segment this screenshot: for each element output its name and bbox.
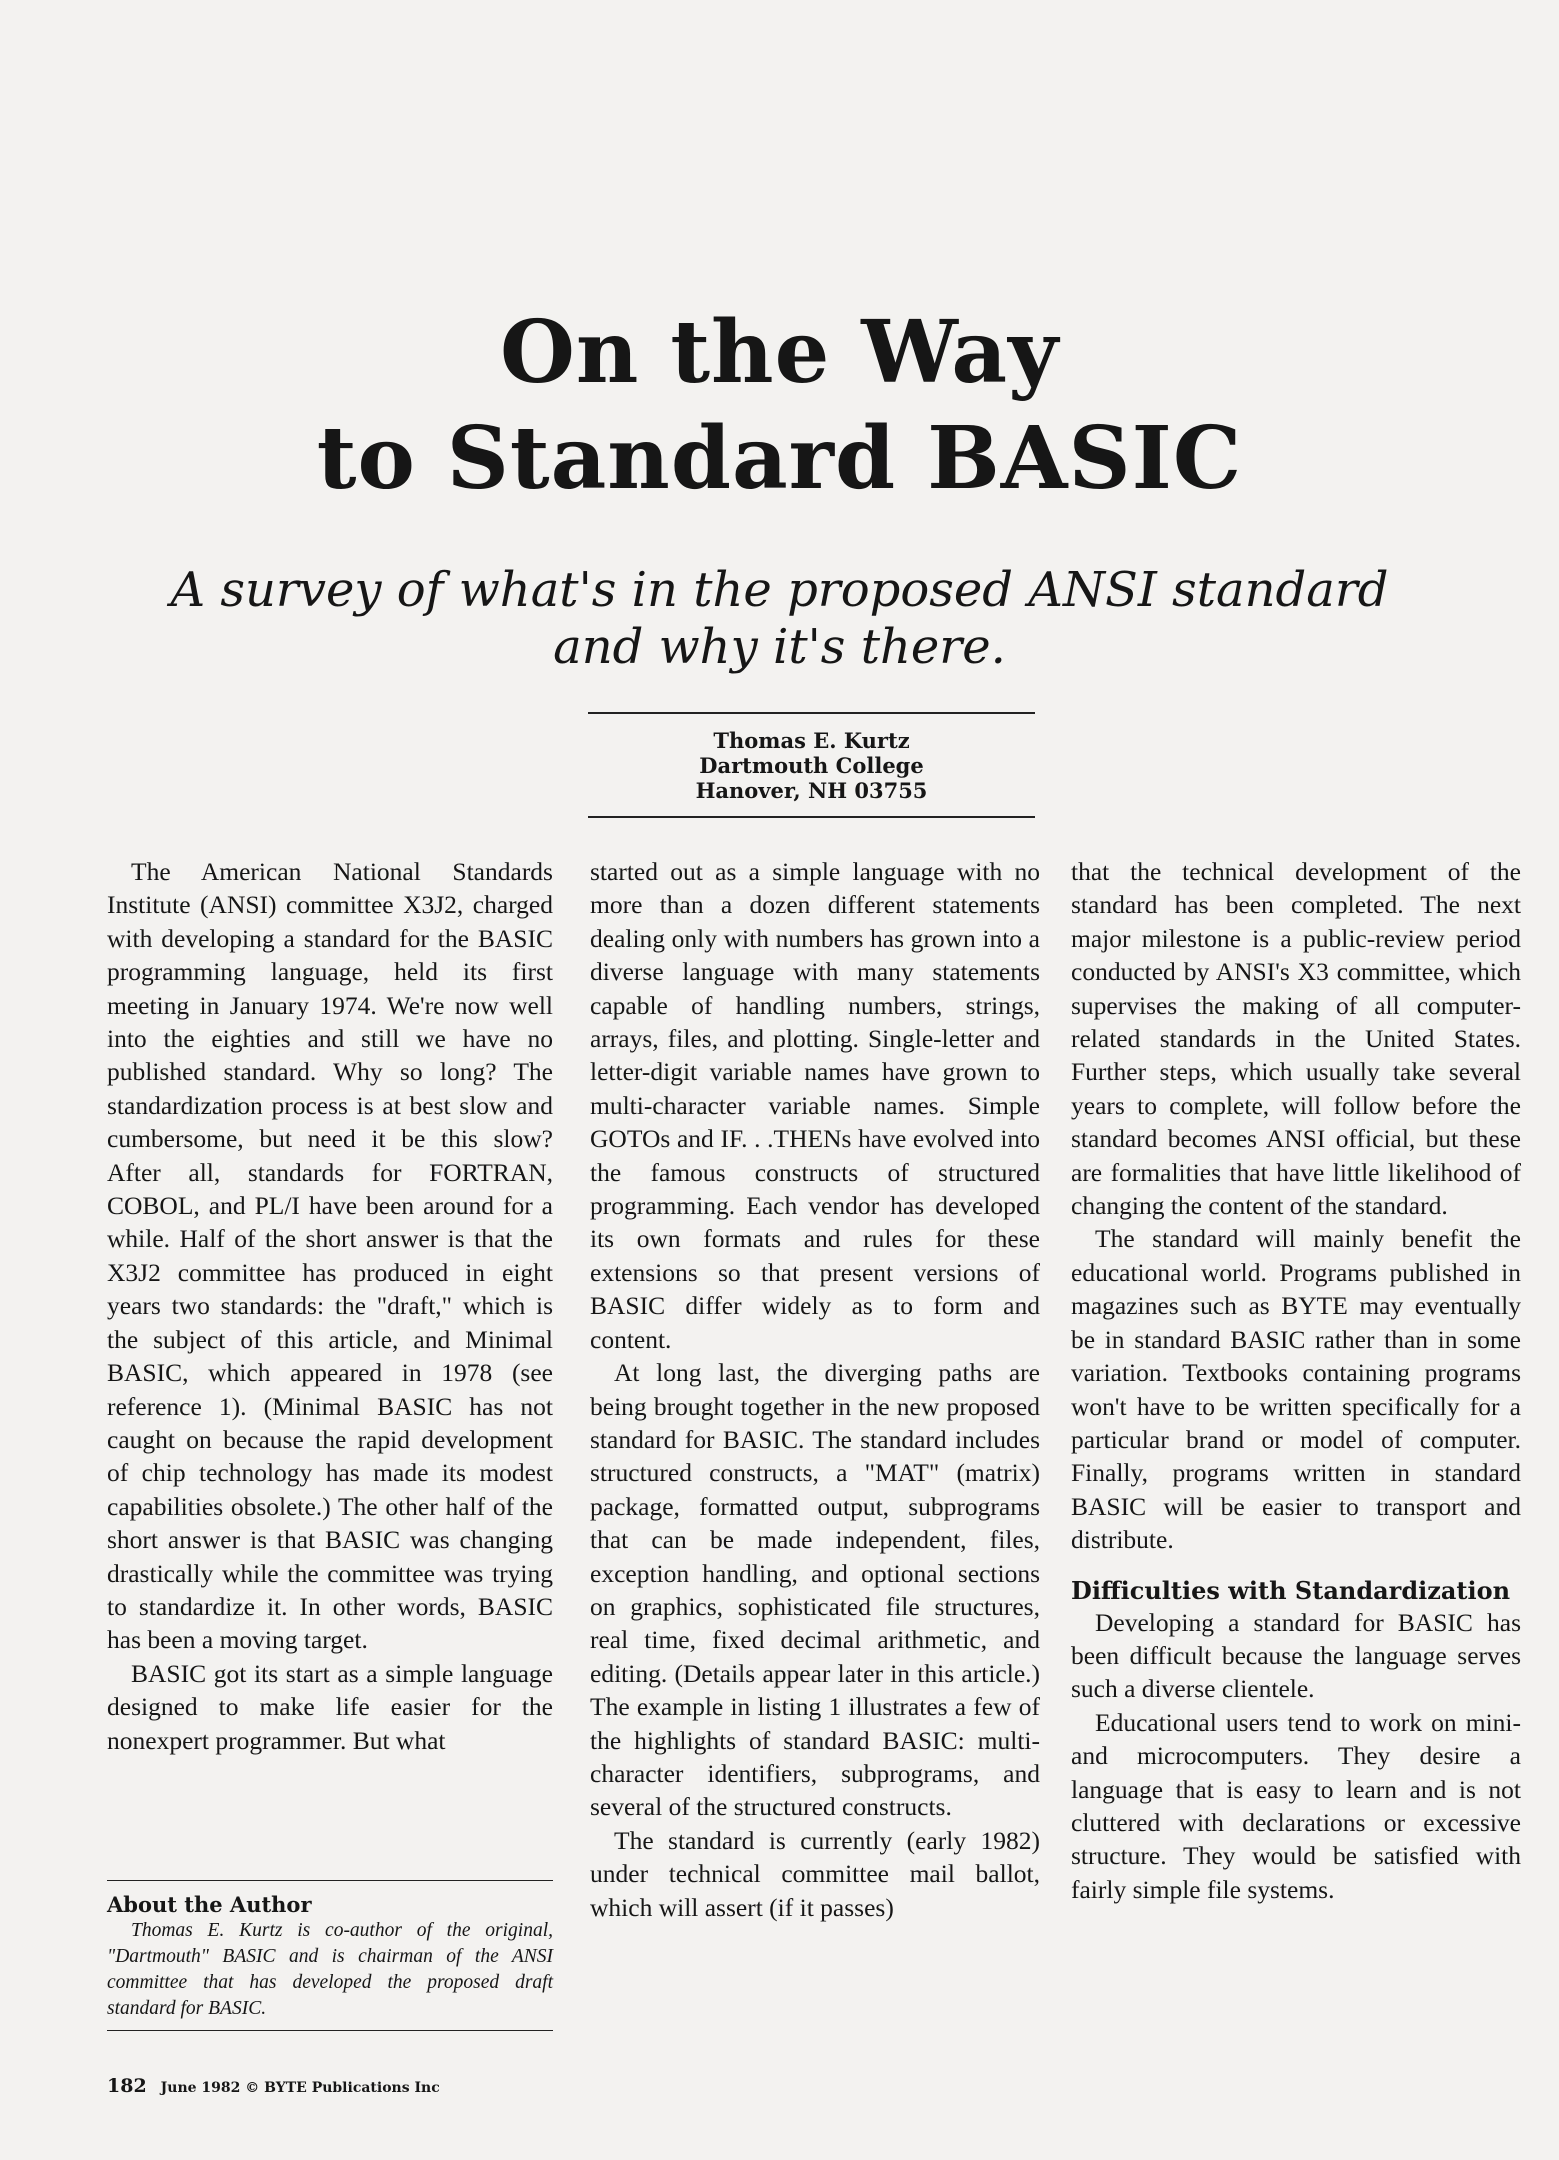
page-number: 182 xyxy=(107,2075,147,2097)
author-name: Thomas E. Kurtz xyxy=(713,728,910,753)
article-title xyxy=(0,300,1559,512)
title-line-1: On the Way xyxy=(499,302,1060,403)
subtitle-line-1: A survey of what's in the proposed ANSI standard xyxy=(170,562,1389,618)
author-byline xyxy=(588,712,1035,818)
paragraph: Developing a standard for BASIC has been difficult because the language serves such a diverse clientele. xyxy=(1071,1607,1521,1704)
paragraph: that the technical development of the standard has been completed. The next major milestone is a public-review period conducted by ANSI's X3 committee, which supervises the making of all computer-related standards in the United States. Further steps, which usually take several years to complete, will follow before the standard becomes ANSI official, but these are formalities that have little likelihood of changing the content of the standard. xyxy=(1071,857,1521,1221)
paragraph: At long last, the diverging paths are being brought together in the new proposed standard for BASIC. The standard includes structured constructs, a "MAT" (matrix) package, formatted output, subprograms that can be made independent, files, exception handling, and optional sections on graphics, sophisticated file structures, real time, fixed decimal arithmetic, and editing. (Details appear later in this article.) The example in listing 1 illustrates a few of the highlights of standard BASIC: multi-character identifiers, subprograms, and several of the structured constructs. xyxy=(590,1358,1040,1822)
paragraph: The American National Standards Institute (ANSI) committee X3J2, charged with developing a standard for the BASIC programming language, held its first meeting in January 1974. We're now well into the eighties and still we have no published standard. Why so long? The standardization process is at best slow and cumbersome, but need it be this slow? After all, standards for FORTRAN, COBOL, and PL/I have been around for a while. Half of the short answer is that the X3J2 committee has produced in eight years two standards: the "draft," which is the subject of this article, and Minimal BASIC, which appeared in 1978 (see reference 1). (Minimal BASIC has not caught on because the rapid development of chip technology has made its modest capabilities obsolete.) The other half of the short answer is that BASIC was changing drastically while the committee was trying to standardize it. In other words, BASIC has been a moving target. xyxy=(107,857,553,1655)
paragraph: Educational users tend to work on mini- and microcomputers. They desire a language that is easy to learn and is not cluttered with declarations or excessive structure. They would be satisfied with fairly simple file systems. xyxy=(1071,1707,1521,1904)
paragraph: The standard will mainly benefit the educational world. Programs published in magazines such as BYTE may eventually be in standard BASIC rather than in some variation. Textbooks containing programs won't have to be written specifically for a particular brand or model of computer. Finally, programs written in standard BASIC will be easier to transport and distribute. xyxy=(1071,1224,1521,1555)
title-line-2: to Standard BASIC xyxy=(316,408,1243,509)
author-institution: Dartmouth College xyxy=(699,753,924,778)
paragraph: The standard is currently (early 1982) under technical committee mail ballot, which will assert (if it passes) xyxy=(590,1825,1040,1922)
subtitle-line-2: and why it's there. xyxy=(553,619,1006,675)
body-column-1 xyxy=(107,855,553,1757)
about-heading: About the Author xyxy=(107,1892,312,1917)
page-footer xyxy=(107,2076,440,2098)
section-heading: Difficulties with Standardization xyxy=(1071,1575,1511,1605)
author-address: Hanover, NH 03755 xyxy=(695,778,928,803)
paragraph: started out as a simple language with no more than a dozen different statements dealing only with numbers has grown into a diverse language with many statements capable of handling numbers, strings, arrays, files, and plotting. Single-letter and letter-digit variable names have grown to multi-character variable names. Simple GOTOs and IF. . .THENs have evolved into the famous constructs of structured programming. Each vendor has developed its own formats and rules for these extensions so that present versions of BASIC differ widely as to form and content. xyxy=(590,857,1040,1354)
body-column-3 xyxy=(1071,855,1521,1906)
paragraph: BASIC got its start as a simple language designed to make life easier for the nonexpert programmer. But what xyxy=(107,1658,553,1755)
body-column-2 xyxy=(590,855,1040,1924)
about-the-author-box xyxy=(107,1880,553,2031)
article-subtitle xyxy=(0,562,1559,676)
about-text: Thomas E. Kurtz is co-author of the original, "Dartmouth" BASIC and is chairman of the ANSI committee that has developed the proposed draft standard for BASIC. xyxy=(107,1920,553,2019)
footer-credit: June 1982 © BYTE Publications Inc xyxy=(160,2080,440,2096)
